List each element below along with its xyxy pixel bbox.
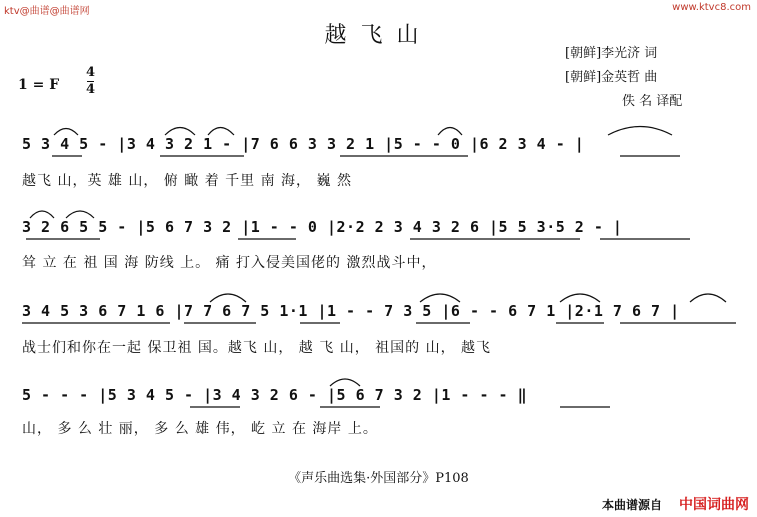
slur-1e	[608, 127, 672, 136]
slur-3d	[690, 294, 726, 302]
translator-credit: 佚 名 译配	[622, 94, 683, 109]
slur-3a	[210, 294, 246, 302]
time-signature	[86, 65, 95, 98]
lyrics-line-2: 耸 立 在 祖 国 海 防线 上。 痛 打入侵美国佬的 激烈战斗中，	[22, 255, 437, 271]
composer-credit: [朝鲜]金英哲 曲	[565, 70, 658, 85]
slur-2b	[66, 211, 94, 218]
notation-line-1: 5 3 4 5 - |3 4 3 2 1 - |7 6 6 3 3 2 1 |5 - - 0 |6 2 3 4 - |	[22, 135, 585, 153]
watermark-left: ktv@曲谱@曲谱网	[4, 6, 90, 17]
watermark-right: www.ktvc8.com	[672, 2, 751, 13]
notation-line-3: 3 4 5 3 6 7 1 6 |7 7 6 7 5 1·1 |1 - - 7 3 5 |6 - - 6 7 1 |2·1 7 6 7 |	[22, 302, 680, 320]
slur-1d	[438, 128, 462, 136]
lyrics-line-3: 战士们和你在一起 保卫祖 国。越飞 山， 越 飞 山， 祖国的 山， 越飞	[22, 340, 492, 356]
notation-line-4: 5 - - - |5 3 4 5 - |3 4 3 2 6 - |5 6 7 3 2 |1 - - - ‖	[22, 386, 528, 404]
key-signature: 1 = F	[18, 77, 60, 93]
slur-3b	[420, 294, 460, 302]
time-signature-top: 4	[86, 65, 96, 80]
slur-2a	[30, 211, 54, 218]
time-signature-bottom: 4	[86, 82, 96, 97]
slur-1b	[165, 128, 195, 136]
slur-4a	[330, 379, 360, 386]
lyricist-credit: [朝鲜]李光济 词	[565, 46, 658, 61]
source-citation: 《声乐曲选集·外国部分》P108	[288, 471, 469, 486]
footer-site-link[interactable]: 中国词曲网	[679, 497, 749, 513]
lyrics-line-1: 越飞 山，英 雄 山， 俯 瞰 着 千里 南 海， 巍 然	[22, 173, 352, 189]
notation-line-2: 3 2 6 5 5 - |5 6 7 3 2 |1 - - 0 |2·2 2 3 4 3 2 6 |5 5 3·5 2 - |	[22, 218, 623, 236]
slur-3c	[560, 294, 600, 302]
song-title: 越飞山	[324, 23, 433, 48]
footer-label: 本曲谱源自	[601, 498, 662, 512]
lyrics-line-4: 山， 多 么 壮 丽， 多 么 雄 伟， 屹 立 在 海岸 上。	[22, 421, 378, 437]
slur-1c	[208, 128, 234, 136]
